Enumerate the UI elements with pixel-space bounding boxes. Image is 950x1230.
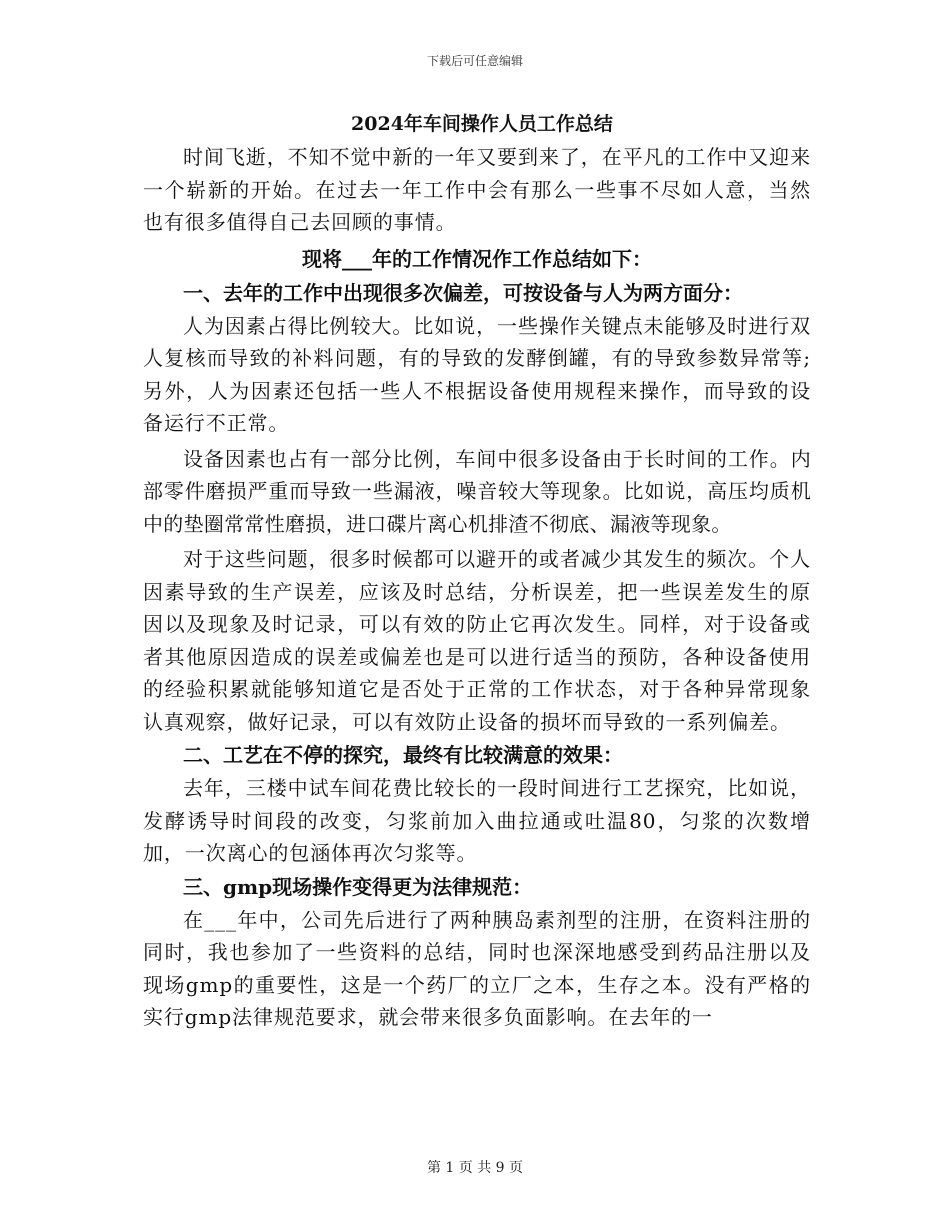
section-heading-1: 一、去年的工作中出现很多次偏差，可按设备与人为两方面分： xyxy=(183,280,743,305)
document-title: 2024年车间操作人员工作总结 xyxy=(351,113,613,135)
paragraph-human-factors: 人为因素占得比例较大。比如说，一些操作关键点未能够及时进行双人复核而导致的补料问题，有的导致的发酵倒罐，有的导致参数异常等;另外，人为因素还包括一些人不根据设备使用规程来操作，而导致的设备运行不正常。 xyxy=(143,313,811,435)
paragraph-prevention: 对于这些问题，很多时候都可以避开的或者减少其发生的频次。个人因素导致的生产误差，应该及时总结，分析误差，把一些误差发生的原因以及现象及时记录，可以有效的防止它再次发生。同样，对于设备或者其他原因造成的误差或偏差也是可以进行适当的预防，各种设备使用的经验积累就能够知道它是否处于正常的工作状态，对于各种异常现象认真观察，做好记录，可以有效防止设备的损坏而导致的一系列偏差。 xyxy=(143,547,811,734)
page-header: 下载后可任意编辑 xyxy=(426,54,523,68)
paragraph-gmp: 在___年中，公司先后进行了两种胰岛素剂型的注册，在资料注册的同时，我也参加了一些资料的总结，同时也深深地感受到药品注册以及现场gmp的重要性，这是一个药厂的立厂之本，生存之本。没有严格的实行gmp法律规范要求，就会带来很多负面影响。在去年的一 xyxy=(143,907,811,1029)
section-heading-3: 三、gmp现场操作变得更为法律规范： xyxy=(183,874,533,899)
intro-paragraph: 时间飞逝，不知不觉中新的一年又要到来了，在平凡的工作中又迎来一个崭新的开始。在过去一年工作中会有那么一些事不尽如人意，当然也有很多值得自己去回顾的事情。 xyxy=(143,145,811,234)
paragraph-equipment-factors: 设备因素也占有一部分比例，车间中很多设备由于长时间的工作。内部零件磨损严重而导致一些漏液，噪音较大等现象。比如说，高压均质机中的垫圈常常性磨损，进口碟片离心机排渣不彻底、漏液等现象。 xyxy=(143,446,811,536)
paragraph-process: 去年，三楼中试车间花费比较长的一段时间进行工艺探究，比如说，发酵诱导时间段的改变，匀浆前加入曲拉通或吐温80，匀浆的次数增加，一次离心的包涵体再次匀浆等。 xyxy=(143,776,811,865)
document-body xyxy=(143,107,811,1034)
page-footer: 第 1 页 共 9 页 xyxy=(426,1160,524,1176)
section-heading-2: 二、工艺在不停的探究，最终有比较满意的效果： xyxy=(183,743,623,767)
summary-subtitle: 现将___年的工作情况作工作总结如下： xyxy=(302,246,652,271)
